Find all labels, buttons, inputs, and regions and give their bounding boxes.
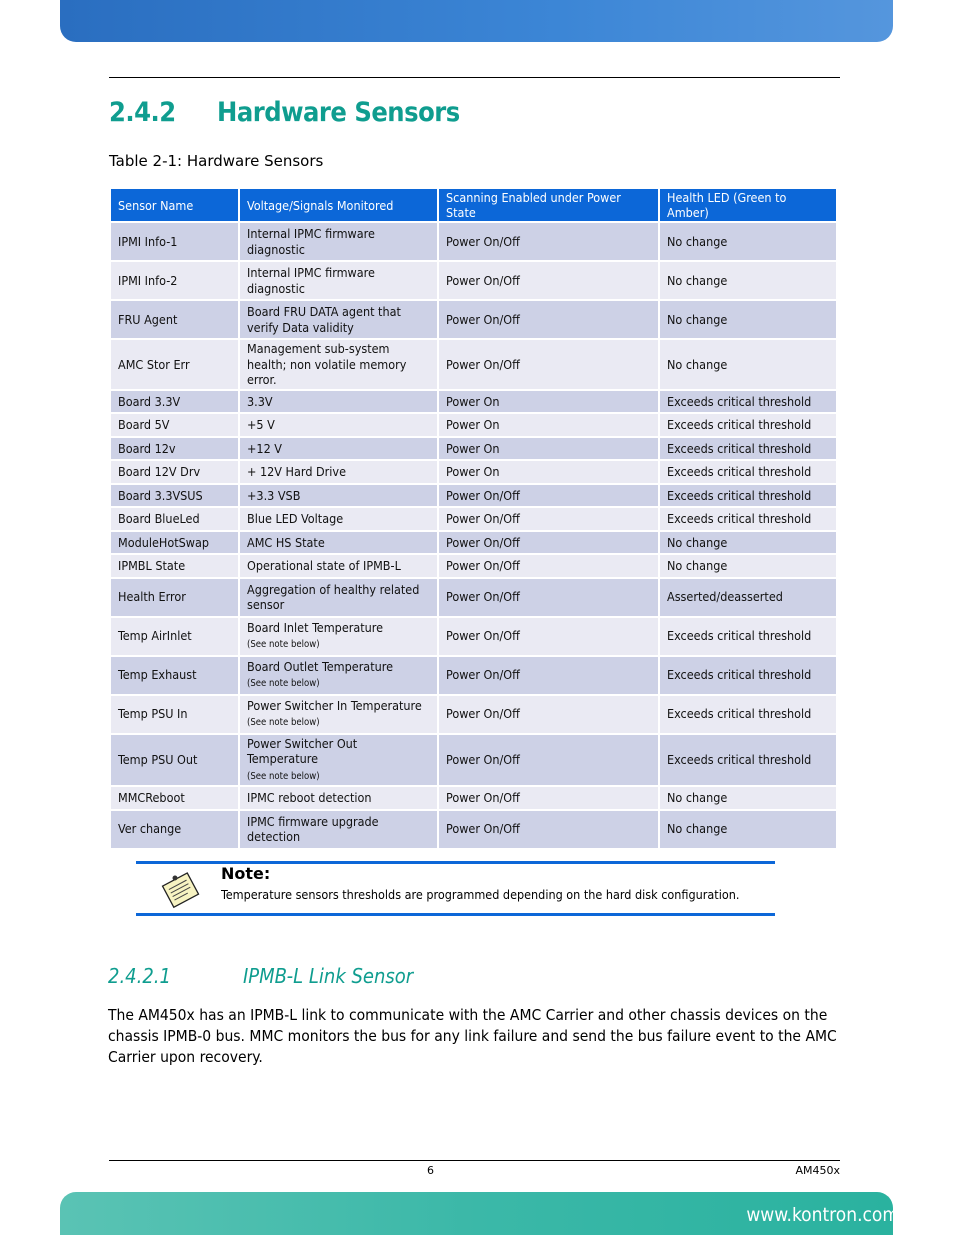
sensor-name-cell: Board 3.3VSUS [111,485,238,507]
note-title: Note: [221,864,271,883]
table-row [111,223,836,260]
signal-cell: Management sub-system health; non volatile memory error. [240,340,437,389]
table-row [111,555,836,577]
table-row [111,391,836,413]
column-header: Sensor Name [111,189,238,221]
column-header: Voltage/Signals Monitored [240,189,437,221]
signal-cell: + 12V Hard Drive [240,461,437,483]
body-paragraph: The AM450x has an IPMB-L link to communicate with the AMC Carrier and other chassis devices on the chassis IPMB-0 bus. MMC monitors the bus for any link failure and send the bus failure event to the AMC Carrier upon recovery. [108,1006,837,1066]
see-note-text: (See note below) [247,678,320,689]
signal-cell [240,618,437,655]
table-header-row [111,189,836,221]
sensor-name-cell: Ver change [111,811,238,848]
health-led-cell: Asserted/deasserted [660,579,836,616]
subsection-number: 2.4.2.1 [108,964,171,988]
signal-cell: Internal IPMC firmware diagnostic [240,223,437,260]
power-state-cell: Power On/Off [439,223,658,260]
table-row [111,618,836,655]
power-state-cell: Power On/Off [439,787,658,809]
health-led-cell: No change [660,532,836,554]
signal-cell: Board FRU DATA agent that verify Data validity [240,301,437,338]
signal-cell: Blue LED Voltage [240,508,437,530]
signal-cell [240,696,437,733]
product-name: AM450x [795,1164,840,1177]
note-box [136,861,775,916]
power-state-cell: Power On/Off [439,340,658,389]
sensor-name-cell: Temp Exhaust [111,657,238,694]
power-state-cell: Power On/Off [439,811,658,848]
sensor-name-cell: Board 3.3V [111,391,238,413]
sensor-name-cell: Board 5V [111,414,238,436]
sensor-name-cell: AMC Stor Err [111,340,238,389]
power-state-cell: Power On [439,438,658,460]
health-led-cell: Exceeds critical threshold [660,618,836,655]
see-note-text: (See note below) [247,717,320,728]
note-text: Temperature sensors thresholds are programmed depending on the hard disk configuration. [221,887,740,902]
website-link[interactable]: www.kontron.com [746,1204,899,1226]
health-led-cell: Exceeds critical threshold [660,696,836,733]
power-state-cell: Power On/Off [439,696,658,733]
health-led-cell: Exceeds critical threshold [660,735,836,786]
health-led-cell: Exceeds critical threshold [660,657,836,694]
health-led-cell: Exceeds critical threshold [660,414,836,436]
health-led-cell: Exceeds critical threshold [660,391,836,413]
health-led-cell: Exceeds critical threshold [660,485,836,507]
note-paper-icon [158,869,204,911]
health-led-cell: No change [660,811,836,848]
see-note-text: (See note below) [247,770,320,782]
header-rule [109,77,840,78]
sensor-name-cell: Temp PSU In [111,696,238,733]
signal-cell: Operational state of IPMB-L [240,555,437,577]
table-row [111,811,836,848]
column-header: Health LED (Green to Amber) [660,189,836,221]
see-note-text: (See note below) [247,639,320,650]
signal-cell [240,657,437,694]
top-banner [60,0,893,42]
health-led-cell: No change [660,340,836,389]
subsection-heading [108,964,413,988]
table-row [111,508,836,530]
sensor-name-cell: Board 12V Drv [111,461,238,483]
signal-cell: IPMC firmware upgrade detection [240,811,437,848]
power-state-cell: Power On/Off [439,657,658,694]
table-row [111,485,836,507]
hardware-sensors-table [109,187,838,850]
table-row [111,579,836,616]
page-number: 6 [427,1164,434,1177]
health-led-cell: No change [660,262,836,299]
section-title: Hardware Sensors [217,97,460,128]
table-row [111,262,836,299]
table-row [111,787,836,809]
power-state-cell: Power On/Off [439,555,658,577]
sensor-name-cell: IPMI Info-1 [111,223,238,260]
section-number: 2.4.2 [109,97,176,128]
health-led-cell: No change [660,301,836,338]
sensor-name-cell: Temp AirInlet [111,618,238,655]
health-led-cell: No change [660,223,836,260]
sensor-name-cell: FRU Agent [111,301,238,338]
sensor-name-cell: IPMI Info-2 [111,262,238,299]
column-header: Scanning Enabled under Power State [439,189,658,221]
power-state-cell: Power On/Off [439,262,658,299]
signal-text: Board Inlet Temperature [247,619,384,635]
sensor-name-cell: Health Error [111,579,238,616]
table-row [111,438,836,460]
table-row [111,657,836,694]
power-state-cell: Power On/Off [439,735,658,786]
section-heading [109,97,460,128]
sensor-name-cell: ModuleHotSwap [111,532,238,554]
sensor-name-cell: Board BlueLed [111,508,238,530]
power-state-cell: Power On/Off [439,508,658,530]
sensor-name-cell: Board 12v [111,438,238,460]
table-row [111,696,836,733]
power-state-cell: Power On/Off [439,485,658,507]
power-state-cell: Power On/Off [439,579,658,616]
power-state-cell: Power On/Off [439,301,658,338]
table-row [111,340,836,389]
power-state-cell: Power On/Off [439,618,658,655]
sensor-name-cell: Temp PSU Out [111,735,238,786]
table-caption: Table 2-1: Hardware Sensors [109,152,324,170]
signal-cell: IPMC reboot detection [240,787,437,809]
power-state-cell: Power On/Off [439,532,658,554]
power-state-cell: Power On [439,461,658,483]
signal-cell [240,735,437,786]
power-state-cell: Power On [439,391,658,413]
signal-text: Board Outlet Temperature [247,658,394,674]
table-row [111,301,836,338]
table-row [111,414,836,436]
signal-cell: +5 V [240,414,437,436]
signal-cell: 3.3V [240,391,437,413]
health-led-cell: No change [660,555,836,577]
signal-cell: Aggregation of healthy related sensor [240,579,437,616]
table-row [111,735,836,786]
signal-cell: AMC HS State [240,532,437,554]
sensor-name-cell: IPMBL State [111,555,238,577]
signal-text: Power Switcher Out Temperature [247,735,358,766]
health-led-cell: Exceeds critical threshold [660,461,836,483]
signal-cell: +3.3 VSB [240,485,437,507]
sensor-name-cell: MMCReboot [111,787,238,809]
health-led-cell: No change [660,787,836,809]
power-state-cell: Power On [439,414,658,436]
signal-cell: +12 V [240,438,437,460]
signal-text: Power Switcher In Temperature [247,697,422,713]
subsection-title: IPMB-L Link Sensor [243,964,414,988]
footer-rule [109,1160,840,1161]
table-row [111,532,836,554]
health-led-cell: Exceeds critical threshold [660,508,836,530]
signal-cell: Internal IPMC firmware diagnostic [240,262,437,299]
table-row [111,461,836,483]
health-led-cell: Exceeds critical threshold [660,438,836,460]
